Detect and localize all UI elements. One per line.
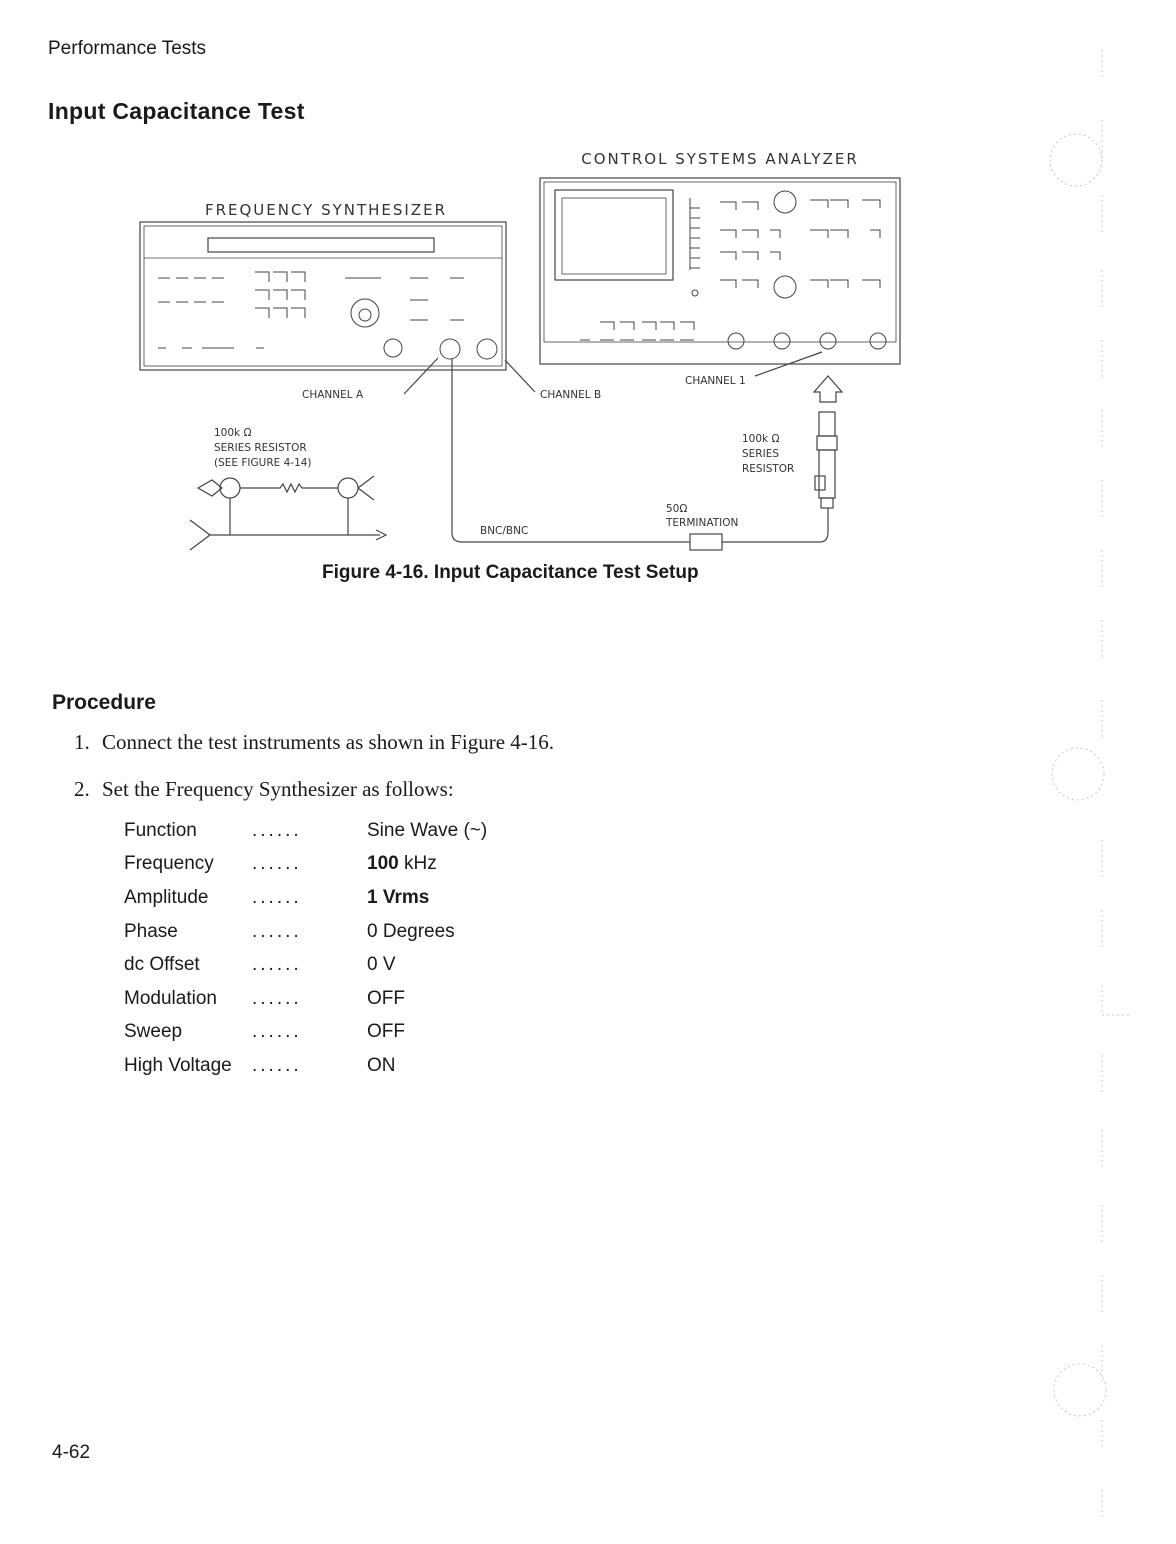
test-setup-figure [130, 140, 920, 560]
analyzer-title: CONTROL SYSTEMS ANALYZER [581, 150, 859, 168]
resistor-note-line-2: SERIES RESISTOR [214, 442, 307, 454]
series-resistor-symbol [240, 484, 338, 492]
channel-b-label: CHANNEL B [540, 389, 602, 401]
setting-leader: ...... [252, 1021, 302, 1043]
settings-row [124, 982, 487, 1016]
binder-hole-bottom [1054, 1364, 1106, 1416]
synthesizer-connector [384, 339, 402, 357]
setting-name: Sweep [124, 1021, 183, 1043]
bnc-cable-label: BNC/BNC [480, 525, 529, 537]
bnc-cable [452, 359, 690, 542]
settings-row [124, 881, 487, 915]
setting-value: 0 V [367, 954, 396, 976]
synthesizer-settings-table [124, 814, 487, 1083]
series-resistor-label-3: RESISTOR [742, 463, 795, 475]
procedure-step [74, 777, 554, 802]
setting-name: Modulation [124, 987, 217, 1009]
setting-leader: ...... [252, 1054, 302, 1076]
synthesizer-body [140, 222, 506, 370]
step-number: 2. [74, 777, 90, 801]
procedure-steps [74, 730, 554, 824]
setting-value: OFF [367, 1021, 405, 1043]
settings-row [124, 915, 487, 949]
running-header: Performance Tests [48, 38, 207, 59]
connect-arrow [814, 376, 842, 402]
settings-row [124, 848, 487, 882]
setting-name: Frequency [124, 853, 214, 875]
section-title: Input Capacitance Test [48, 98, 305, 124]
analyzer-channel-1-input [820, 333, 836, 349]
setting-leader: ...... [252, 819, 302, 841]
resistor-note-line-1: 100k Ω [214, 427, 252, 439]
step-text: Set the Frequency Synthesizer as follows: [102, 777, 454, 801]
series-resistor-bnc-top [819, 412, 835, 436]
setting-value [367, 848, 487, 882]
analyzer-screen [555, 190, 673, 280]
setting-value: OFF [367, 987, 405, 1009]
synthesizer-display [208, 238, 434, 252]
figure-caption: Figure 4-16. Input Capacitance Test Setup [322, 562, 699, 583]
synthesizer-channel-b-output [477, 339, 497, 359]
binder-hole-marks [1040, 0, 1176, 1544]
procedure-title: Procedure [52, 691, 156, 714]
setting-value: 0 Degrees [367, 920, 455, 942]
synthesizer-channel-a-output [440, 339, 460, 359]
series-resistor-body [819, 450, 835, 498]
channel-a-label: CHANNEL A [302, 389, 364, 401]
termination-value: 50Ω [666, 503, 688, 515]
test-setup-diagram [130, 140, 920, 560]
channel-1-label: CHANNEL 1 [685, 375, 746, 387]
step-number: 1. [74, 730, 90, 754]
setting-leader: ...... [252, 886, 302, 908]
setting-value [367, 881, 487, 915]
setting-value: Sine Wave (~) [367, 819, 488, 841]
procedure-step [74, 730, 554, 755]
channel-a-leader [404, 358, 438, 394]
setting-leader: ...... [252, 987, 302, 1009]
resistor-note-line-3: (SEE FIGURE 4-14) [214, 457, 312, 469]
setting-name: dc Offset [124, 954, 200, 976]
page-number: 4-62 [52, 1442, 91, 1463]
step-text: Connect the test instruments as shown in Figure 4-16. [102, 730, 555, 754]
synthesizer-knob [351, 299, 379, 327]
setting-name: Amplitude [124, 886, 209, 908]
series-resistor-label-1: 100k Ω [742, 433, 780, 445]
settings-row [124, 948, 487, 982]
setting-value-unit: kHz [398, 853, 437, 875]
setting-name: High Voltage [124, 1054, 232, 1076]
synthesizer-title: FREQUENCY SYNTHESIZER [204, 201, 448, 219]
analyzer-knob-bottom [774, 276, 796, 298]
analyzer-connector-1 [728, 333, 744, 349]
binder-margin [1040, 0, 1176, 1544]
bnc-left-connector [220, 478, 240, 498]
settings-row [124, 814, 487, 848]
setting-leader: ...... [252, 954, 302, 976]
setting-name: Function [124, 819, 197, 841]
bnc-right-connector [338, 478, 358, 498]
series-resistor-label-2: SERIES [742, 448, 779, 460]
analyzer-knob-top [774, 191, 796, 213]
analyzer-body [540, 178, 900, 364]
analyzer-connector-4 [870, 333, 886, 349]
binder-hole-middle [1052, 748, 1104, 800]
termination-50-ohm [690, 534, 722, 550]
setting-value: ON [367, 1054, 396, 1076]
setting-leader: ...... [252, 853, 302, 875]
binder-hole-top [1050, 134, 1102, 186]
settings-row [124, 1049, 487, 1083]
setting-value-bold: 100 [367, 853, 399, 875]
settings-row [124, 1016, 487, 1050]
channel-b-leader [505, 360, 535, 392]
setting-leader: ...... [252, 920, 302, 942]
setting-name: Phase [124, 920, 178, 942]
analyzer-connector-2 [774, 333, 790, 349]
termination-label: TERMINATION [666, 517, 739, 529]
setting-value-bold: 1 Vrms [367, 886, 430, 908]
